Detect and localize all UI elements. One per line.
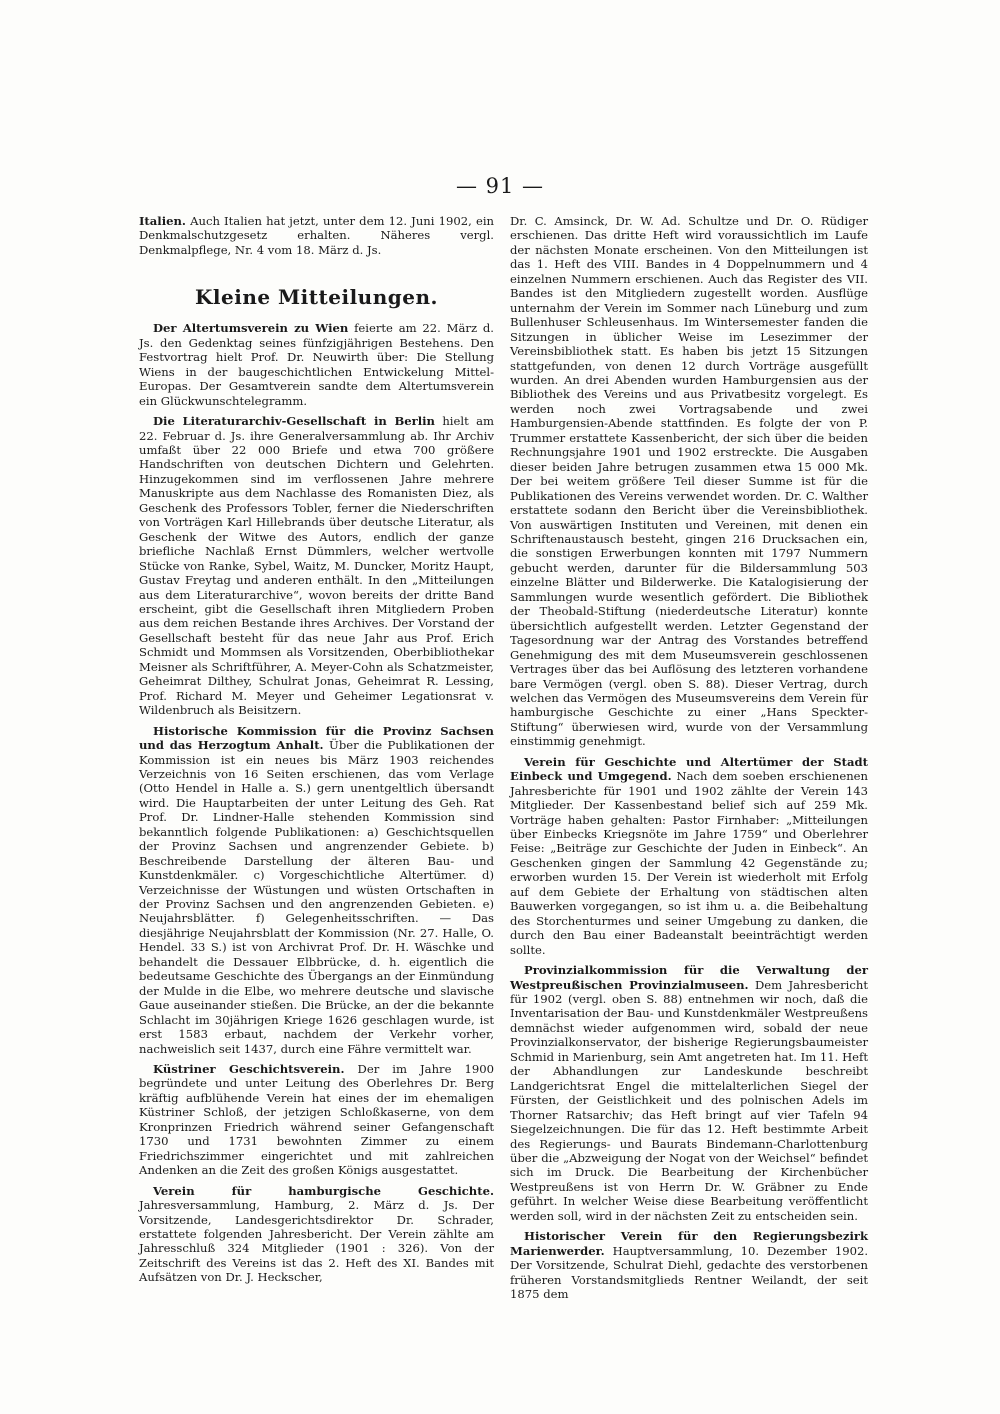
- paragraph-wien: [139, 321, 494, 408]
- left-column: [139, 214, 494, 1285]
- paragraph-text: Dr. C. Amsinck, Dr. W. Ad. Schultze und Dr. O. Rüdiger erschienen. Das dritte Heft wird voraussichtlich im Laufe der nächsten Monate erscheinen. Von den Mitteilungen ist das 1. Heft des VIII. Bandes in 4 Doppelnummern und 4 einzelnen Nummern erschienen. Auch das Register des VII. Bandes ist den Mitgliedern zugestellt worden. Ausflüge unternahm der Verein im Sommer nach Lüneburg und zum Bullenhuser Schleusenhaus. Im Wintersemester fanden die Sitzungen in üblicher Weise im Lesezimmer der Vereinsbibliothek statt. Es haben bis jetzt 15 Sitzungen stattgefunden, von denen 12 durch Vorträge ausgefüllt wurden. An drei Abenden wurden Hamburgensien aus der Bibliothek des Vereins und aus Privatbesitz vorgelegt. Es werden noch zwei Vortragsabende und zwei Hamburgensien-Abende stattfinden. Es folgte der von P. Trummer erstattete Kassenbericht, der sich über die beiden Rechnungsjahre 1901 und 1902 erstreckte. Die Ausgaben dieser beiden Jahre betrugen zusammen etwa 15 000 Mk. Der bei weitem größere Teil dieser Summe ist für die Publikationen des Vereins verwendet worden. Dr. C. Walther erstattete sodann den Bericht über die Vereinsbibliothek. Von auswärtigen Instituten und Vereinen, mit denen ein Schriftenaustausch besteht, gingen 216 Drucksachen ein, die sonstigen Erwerbungen konnten mit 1797 Nummern gebucht werden, darunter für die Bildersammlung 503 einzelne Blätter und Bilderwerke. Die Katalogisierung der Sammlungen wurde wesentlich gefördert. Die Bibliothek der Theobald-Stiftung (niederdeutsche Literatur) konnte übersichtlich aufgestellt werden. Letzter Gegenstand der Tagesordnung war der Antrag des Vorstandes betreffend Genehmigung des mit dem Museumsverein geschlossenen Vertrages über das bei Auflösung des letzteren vorhandene bare Vermögen (vergl. oben S. 88). Dieser Vertrag, durch welchen das Vermögen des Museumsvereins dem Verein für hamburgische Geschichte zu einer „Hans Speckter-Stiftung“ überwiesen wird, wurde von der Versammlung einstimmig genehmigt.: [510, 214, 868, 749]
- paragraph-italien: [139, 214, 494, 257]
- paragraph-lead: Verein für hamburgische Geschichte.: [153, 1183, 494, 1198]
- paragraph-lead: Provinzialkommission für die Verwaltung der Westpreußischen Provinzialmuseen.: [510, 963, 868, 992]
- paragraph-hamburg: [139, 1184, 494, 1285]
- paragraph-text: Jahresversammlung, Hamburg, 2. März d. Js. Der Vorsitzende, Landesgerichtsdirektor Dr. Schrader, erstattete folgenden Jahresbericht. Der Verein zählte am Jahresschluß 324 Mitglieder (1901 : 326). Von der Zeitschrift des Vereins ist das 2. Heft des XI. Bandes mit Aufsätzen von Dr. J. Heckscher,: [139, 1198, 494, 1285]
- paragraph-kuestrin: [139, 1062, 494, 1178]
- paragraph-text: Nach dem soeben erschienenen Jahresberichte für 1901 und 1902 zählte der Verein 143 Mitglieder. Der Kassenbestand belief sich auf 259 Mk. Vorträge haben gehalten: Pastor Firnhaber: „Mitteilungen über Einbecks Kriegsnöte im Jahre 1759“ und Oberlehrer Feise: „Beiträge zur Geschichte der Juden in Einbeck“. An Geschenken gingen der Sammlung 42 Gegenstände zu; erworben wurden 15. Der Verein ist wiederholt mit Erfolg auf dem Gebiete der Erhaltung von städtischen alten Bauwerken vorgegangen, so ist ihm u. a. die Beibehaltung des Storchenturmes und seiner Umgebung zu danken, die durch den Bau einer Badeanstalt beeinträchtigt werden sollte.: [510, 769, 868, 957]
- paragraph-text: Hauptversammlung, 10. Dezember 1902. Der Vorsitzende, Schulrat Diehl, gedachte des verstorbenen früheren Vorstandsmitglieds Rentner Weilandt, der seit 1875 dem: [510, 1243, 869, 1302]
- paragraph-text: Über die Publikationen der Kommission ist ein neues bis März 1903 reichendes Verzeichnis von 16 Seiten erschienen, das vom Verlage (Otto Hendel in Halle a. S.) gern unentgeltlich übersandt wird. Die Hauptarbeiten der unter Leitung des Geh. Rat Prof. Dr. Lindner-Halle stehenden Kommission sind bekanntlich folgende Publikationen: a) Geschichtsquellen der Provinz Sachsen und angrenzender Gebiete. b) Beschreibende Darstellung der älteren Bau- und Kunstdenkmäler. c) Vorgeschichtliche Altertümer. d) Verzeichnisse der Wüstungen und wüsten Ortschaften in der Provinz Sachsen und den angrenzenden Gebieten. e) Neujahrsblätter. f) Gelegenheitsschriften. — Das diesjährige Neujahrsblatt der Kommission (Nr. 27. Halle, O. Hendel. 33 S.) ist von Archivrat Prof. Dr. H. Wäschke und behandelt die Dessauer Elbbrücke, d. h. eigentlich die bedeutsame Geschichte des Übergangs an der Einmündung der Mulde in die Elbe, wo mehrere deutsche und slavische Gaue auseinander stießen. Die Brücke, an der die bekannte Schlacht im 30jährigen Kriege 1626 geschlagen wurde, ist erst 1583 erbaut, nachdem der Verkehr vorher, nachweislich seit 1437, durch eine Fähre vermittelt war.: [139, 738, 494, 1056]
- paragraph-lead: Italien.: [139, 214, 186, 228]
- paragraph-westpreussen: [510, 963, 868, 1223]
- paragraph-marienwerder: [510, 1229, 868, 1301]
- paragraph-lead: Die Literaturarchiv-Gesellschaft in Berlin: [153, 414, 435, 429]
- paragraph-lead: Der Altertumsverein zu Wien: [153, 321, 349, 336]
- paragraph-einbeck: [510, 755, 868, 957]
- section-title: Kleine Mitteilungen.: [195, 285, 438, 310]
- paragraph-text: Der im Jahre 1900 begründete und unter Leitung des Oberlehres Dr. Berg kräftig aufblühende Verein hat eines der im ehemaligen Küstriner Schloß, der jetzigen Schloßkaserne, von dem Kronprinzen Friedrich während seiner Gefangenschaft 1730 und 1731 bewohnten Zimmer zu einem Friedrichszimmer eingerichtet und mit zahlreichen Andenken an die Zeit des großen Königs ausgestattet.: [139, 1062, 494, 1178]
- paragraph-berlin: [139, 414, 494, 718]
- paragraph-lead: Verein für Geschichte und Altertümer der Stadt Einbeck und Umgegend.: [510, 754, 868, 784]
- paragraph-text: hielt am 22. Februar d. Js. ihre Generalversammlung ab. Ihr Archiv umfaßt über 22 000 Briefe und etwa 700 größere Handschriften von deutschen Dichtern und Gelehrten. Hinzugekommen sind im verflossenen Jahre mehrere Manuskripte aus dem Nachlasse des Romanisten Diez, als Geschenk des Professors Tobler, ferner die Niederschriften von Vorträgen Karl Hillebrands über deutsche Literatur, als Geschenk der Witwe des Autors, endlich der ganze briefliche Nachlaß Ernst Dümmlers, welcher wertvolle Stücke von Ranke, Sybel, Waitz, M. Duncker, Moritz Haupt, Gustav Freytag und anderen enthält. In den „Mitteilungen aus dem Literaturarchive“, wovon bereits der dritte Band erscheint, gibt die Gesellschaft ihren Mitgliedern Proben aus dem reichen Bestande ihres Archives. Der Vorstand der Gesellschaft besteht für das neue Jahr aus Prof. Erich Schmidt und Mommsen als Vorsitzenden, Oberbibliothekar Meisner als Schriftführer, A. Meyer-Cohn als Schatzmeister, Geheimrat Dilthey, Schulrat Jonas, Geheimrat R. Lessing, Prof. Richard M. Meyer und Geheimer Legationsrat v. Wildenbruch als Beisitzern.: [139, 414, 494, 718]
- paragraph-text: Dem Jahresbericht für 1902 (vergl. oben S. 88) entnehmen wir noch, daß die Inventarisation der Bau- und Kunstdenkmäler Westpreußens demnächst wieder aufgenommen wird, sobald der neue Provinzialkonservator, der bisherige Regierungsbaumeister Schmid in Marienburg, sein Amt angetreten hat. Im 11. Heft der Abhandlungen zur Landeskunde beschreibt Landgerichtsrat Engel die mittelalterlichen Siegel der Fürsten, der Geistlichkeit und des polnischen Adels im Thorner Ratsarchiv; das Heft bringt auf vier Tafeln 94 Siegelzeichnungen. Die für das 12. Heft bestimmte Arbeit des Regierungs- und Baurats Bindemann-Charlottenburg über die „Abzweigung der Nogat von der Weichsel“ befindet sich im Druck. Die Bearbeitung der Kirchenbücher Westpreußens ist von Herrn Dr. W. Gräbner zu Ende geführt. In welcher Weise diese Bearbeitung veröffentlicht werden soll, wird in der nächsten Zeit zu entscheiden sein.: [510, 977, 868, 1223]
- paragraph-lead: Küstriner Geschichtsverein.: [153, 1062, 345, 1077]
- paragraph-text: Auch Italien hat jetzt, unter dem 12. Juni 1902, ein Denkmalschutzgesetz erhalten. Näheres vergl. Denkmalpflege, Nr. 4 vom 18. März d. Js.: [139, 214, 494, 257]
- paragraph-lead: Historischer Verein für den Regierungsbezirk Marienwerder.: [510, 1229, 868, 1258]
- paragraph-text: feierte am 22. März d. Js. den Gedenktag seines fünfzigjährigen Bestehens. Den Festvortrag hielt Prof. Dr. Neuwirth über: Die Stellung Wiens in der baugeschichtlichen Entwickelung Mittel-Europas. Der Gesamtverein sandte dem Altertumsverein ein Glückwunschtelegramm.: [139, 321, 494, 408]
- paragraph-lead: Historische Kommission für die Provinz Sachsen und das Herzogtum Anhalt.: [139, 723, 494, 753]
- page-number: — 91 —: [455, 174, 545, 198]
- right-column: [510, 214, 868, 1302]
- paragraph-sachsen: [139, 724, 494, 1056]
- paragraph-hamburg-continued: [510, 214, 868, 749]
